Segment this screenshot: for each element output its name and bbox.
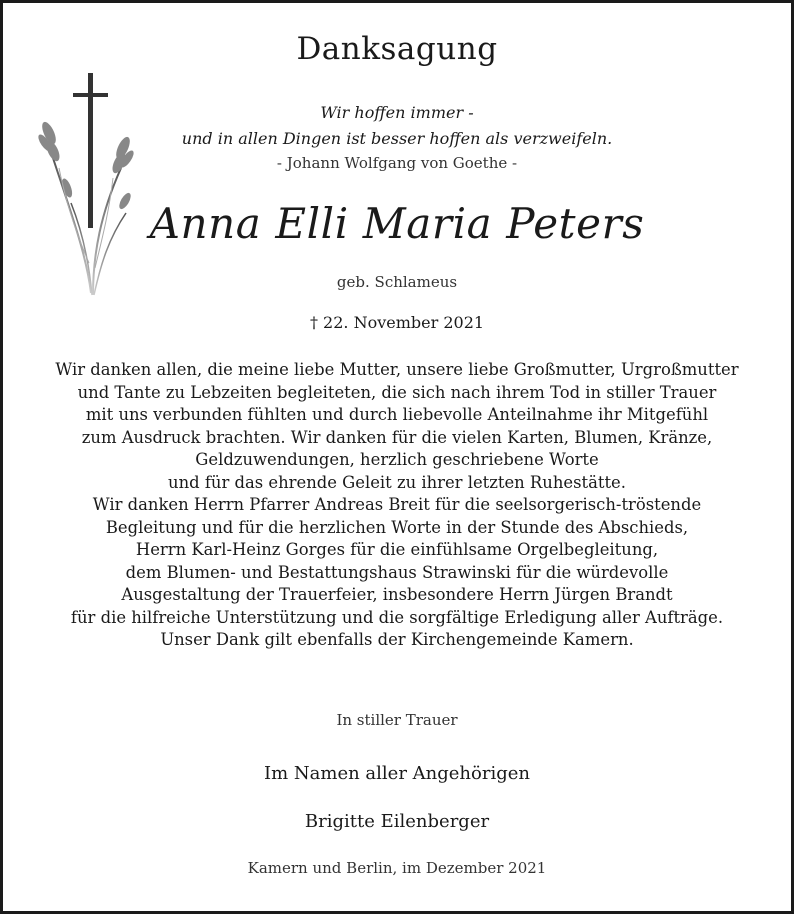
body-line: Wir danken allen, die meine liebe Mutter, unsere liebe Großmutter, Urgroßmutter [55,360,739,379]
body-line: zum Ausdruck brachten. Wir danken für die vielen Karten, Blumen, Kränze, [81,427,713,447]
body-line: Wir danken Herrn Pfarrer Andreas Breit für die seelsorgerisch-tröstende [92,495,702,514]
body-line: Unser Dank gilt ebenfalls der Kirchengemeinde Kamern. [160,630,634,649]
body-line: Ausgestaltung der Trauerfeier, insbesondere Herrn Jürgen Brandt [121,585,673,604]
body-line: Geldzuwendungen, herzlich geschriebene Worte [195,450,599,469]
closing-line: Kamern und Berlin, im Dezember 2021 [247,859,547,877]
thank-you-text [3,359,791,652]
body-line: mit uns verbunden fühlten und durch liebevolle Anteilnahme ihr Mitgefühl [85,405,709,424]
body-line: und für das ehrende Geleit zu ihrer letzten Ruhestätte. [168,472,626,492]
quote-line: und in allen Dingen ist besser hoffen als verzweifeln. [181,129,613,148]
body-line: für die hilfreiche Unterstützung und die sorgfältige Erledigung aller Aufträge. [70,607,724,627]
notice-heading: Danksagung [296,31,498,67]
death-date: † 22. November 2021 [309,313,485,332]
body-line: Begleitung und für die herzlichen Worte in der Stunde des Abschieds, [105,517,689,537]
body-line: und Tante zu Lebzeiten begleiteten, die sich nach ihrem Tod in stiller Trauer [77,382,717,402]
body-line: dem Blumen- und Bestattungshaus Strawinski für die würdevolle [125,562,669,582]
sorrow-line: In stiller Trauer [336,711,458,729]
body-line: Herrn Karl-Heinz Gorges für die einfühlsame Orgelbegleitung, [135,540,659,559]
quote-author: - Johann Wolfgang von Goethe - [276,154,518,172]
quote-line: Wir hoffen immer - [320,103,474,122]
quote [3,100,791,152]
signer-name: Brigitte Eilenberger [304,811,490,832]
maiden-name: geb. Schlameus [336,273,458,291]
deceased-name: Anna Elli Maria Peters [149,199,645,248]
family-line: Im Namen aller Angehörigen [264,763,530,784]
